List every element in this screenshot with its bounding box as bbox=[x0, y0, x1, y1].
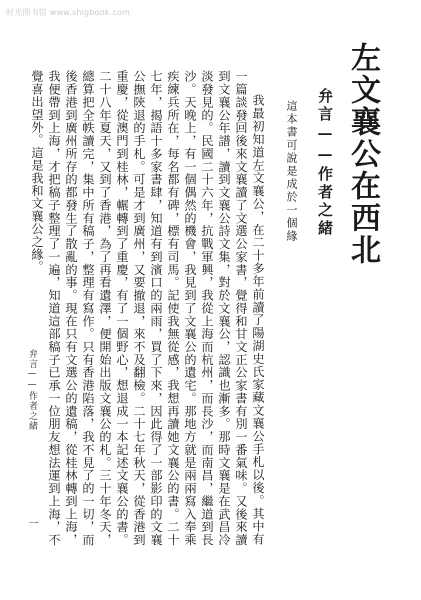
author-heading: 弁言——作者之緒 bbox=[316, 88, 334, 238]
page-number: 一 bbox=[26, 518, 37, 528]
watermark: 时光图书馆 www.shigbook.com bbox=[6, 8, 131, 17]
running-header: 弁言——作者之緒 bbox=[27, 349, 37, 431]
subtitle-note: 這本書可說是成於一個緣 bbox=[285, 100, 298, 243]
paragraph: 我最初知道左文襄公，在二十多年前讀了陽湖史氏家藏文襄公手札以後。其中有一篇談發回後來文襄讀了文選公家書，覺得和甘文正公家書有別一番氣味。又後來讀到文襄公年譜，讀到文襄公詩文集，對於文襄公，認識也漸多。那時文襄是在武昌冷淡發見的。民國二十六年，抗戰軍興，我從上海而杭州，而長沙，而南昌，繼道到長沙。天晚上，有一個偶然的機會，我見到了文襄公的遺宅。那地方就是兩兩寫入奉乘疾練兵所在，每名都有碑，標有司馬。記使我無從感，我想再讀她文襄公的書。二十七年，揭語十多家書肆，知道有到濱口的兩雨，買了下來，因此得了一部影印的文襄公撫陝退的手札。可是才到廣州，又要撤退，來不及翻檢。二十七年秋天，從香港到重慶，從澳門到桂林，輾轉到了重慶，有了一個野心，想退成一本記述文襄公的書。二十八年夏天，又到了香港，為了再看遺澤，便開始出版文襄公的札。三十年冬天，總算把全帙讀完，集中所有稿子，整理有寫作。只有香港陷落，我不見了的一切，而後香港到廣州所存的都發生了散亂的事。現在只有文選公的遺稿，從桂林轉到上海，我便帶到上海，才把稿子整理了一遍，知道這部稿子已承一位朋友想法運到上海，不覺喜出望外。這是我和文襄公之緣。 bbox=[30, 70, 265, 546]
page-title: 左文襄公在西北 bbox=[345, 42, 380, 266]
